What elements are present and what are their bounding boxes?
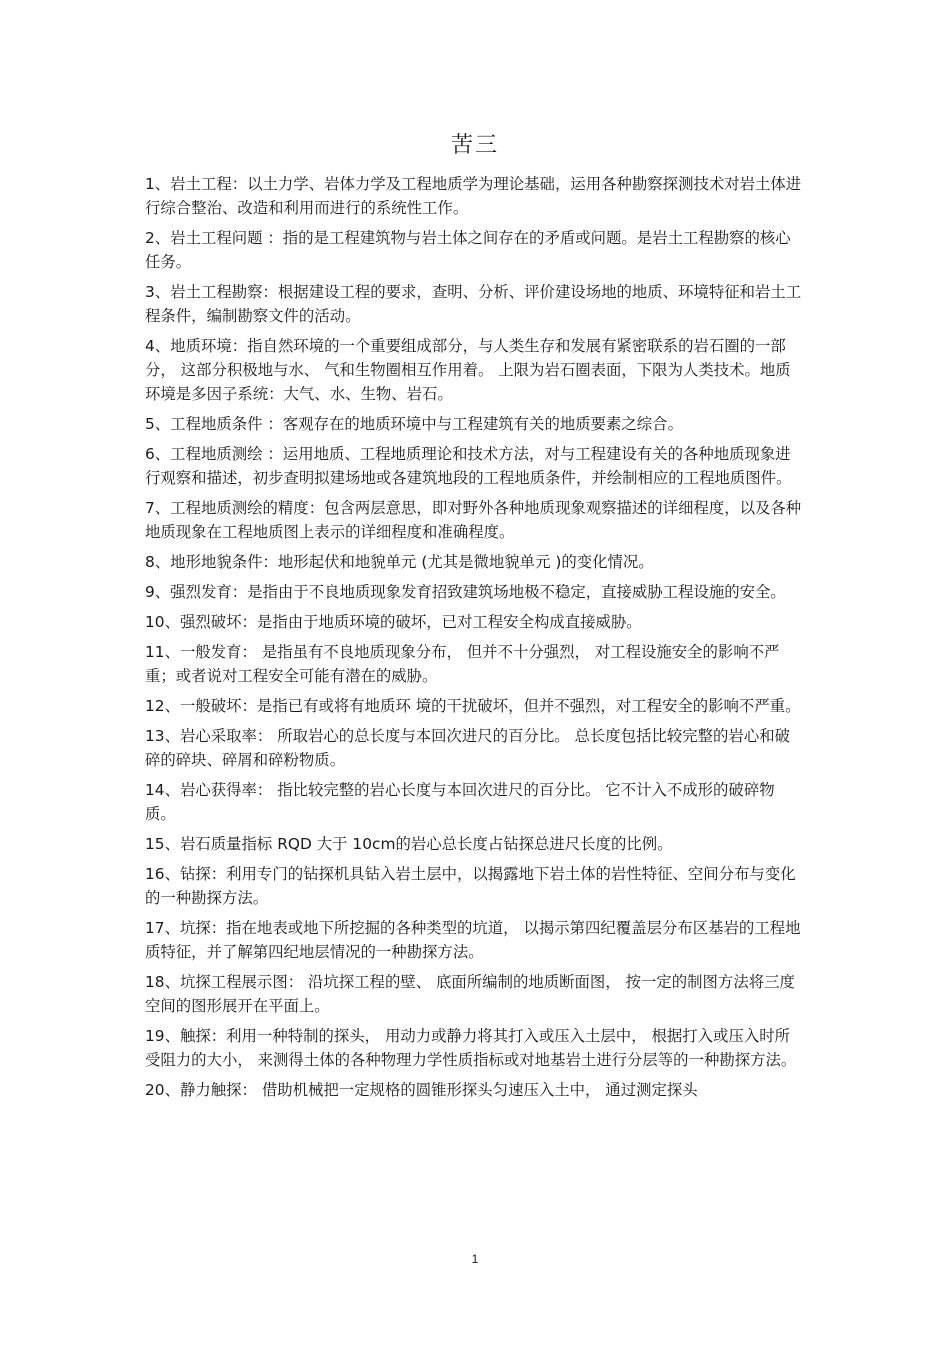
definition-entry: 2、岩土工程问题 ：指的是工程建筑物与岩土体之间存在的矛盾或问题。是岩土工程勘察的核心任务。 [145,229,791,271]
definition-entry: 15、岩石质量指标 RQD 大于 10cm的岩心总长度占钻探总进尺长度的比例。 [145,835,673,853]
page-number: 1 [471,1252,479,1266]
definition-entry: 13、岩心采取率： 所取岩心的总长度与本回次进尺的百分比。 总长度包括比较完整的岩心和破碎的碎块、碎屑和碎粉物质。 [145,727,790,769]
definition-entry: 4、地质环境：指自然环境的一个重要组成部分，与人类生存和发展有紧密联系的岩石圈的一部分， 这部分积极地与水、 气和生物圈相互作用着。 上限为岩石圈表面，下限为人类技术。地质环境是多因子系统：大气、水、生物、岩石。 [145,337,791,403]
definition-entry: 7、工程地质测绘的精度：包含两层意思，即对野外各种地质现象观察描述的详细程度，以及各种地质现象在工程地质图上表示的详细程度和准确程度。 [145,499,802,541]
definition-entry: 16、钻探：利用专门的钻探机具钻入岩土层中，以揭露地下岩土体的岩性特征、空间分布与变化的一种勘探方法。 [145,865,796,907]
definition-entry: 20、静力触探： 借助机械把一定规格的圆锥形探头匀速压入土中， 通过测定探头 [145,1081,698,1099]
definition-entry: 14、岩心获得率： 指比较完整的岩心长度与本回次进尺的百分比。 它不计入不成形的破碎物质。 [145,781,775,823]
definition-entry: 17、坑探：指在地表或地下所挖掘的各种类型的坑道， 以揭示第四纪覆盖层分布区基岩的工程地质特征，并了解第四纪地层情况的一种勘探方法。 [145,919,801,961]
definition-entry: 1、岩土工程：以土力学、岩体力学及工程地质学为理论基础，运用各种勘察探测技术对岩土体进行综合整治、改造和利用而进行的系统性工作。 [145,175,802,217]
definition-entry: 12、一般破坏：是指已有或将有地质环 境的干扰破坏，但并不强烈，对工程安全的影响不严重。 [145,697,801,715]
definition-entry: 6、工程地质测绘 ：运用地质、工程地质理论和技术方法，对与工程建设有关的各种地质现象进行观察和描述，初步查明拟建场地或各建筑地段的工程地质条件，并绘制相应的工程地质图件。 [145,445,792,487]
definition-entry: 3、岩土工程勘察：根据建设工程的要求，查明、分析、评价建设场地的地质、环境特征和岩土工程条件，编制勘察文件的活动。 [145,283,802,325]
definition-entry: 9、强烈发育：是指由于不良地质现象发育招致建筑场地极不稳定，直接威胁工程设施的安全。 [145,583,786,601]
page-title: 苦三 [450,133,499,158]
definition-list [145,172,805,1108]
definition-entry: 10、强烈破坏：是指由于地质环境的破坏，已对工程安全构成直接威胁。 [145,613,642,631]
definition-entry: 11、一般发育： 是指虽有不良地质现象分布， 但并不十分强烈， 对工程设施安全的影响不严重；或者说对工程安全可能有潜在的威胁。 [145,643,780,685]
definition-entry: 19、触探：利用一种特制的探头， 用动力或静力将其打入或压入土层中， 根据打入或压入时所受阻力的大小， 来测得土体的各种物理力学性质指标或对地基岩土进行分层等的一种勘探方法。 [145,1027,797,1069]
definition-entry: 18、坑探工程展示图： 沿坑探工程的壁、 底面所编制的地质断面图， 按一定的制图方法将三度空间的图形展开在平面上。 [145,973,795,1015]
definition-entry: 5、工程地质条件 ：客观存在的地质环境中与工程建筑有关的地质要素之综合。 [145,415,683,433]
definition-entry: 8、地形地貌条件：地形起伏和地貌单元 (尤其是微地貌单元 )的变化情况。 [145,553,654,571]
